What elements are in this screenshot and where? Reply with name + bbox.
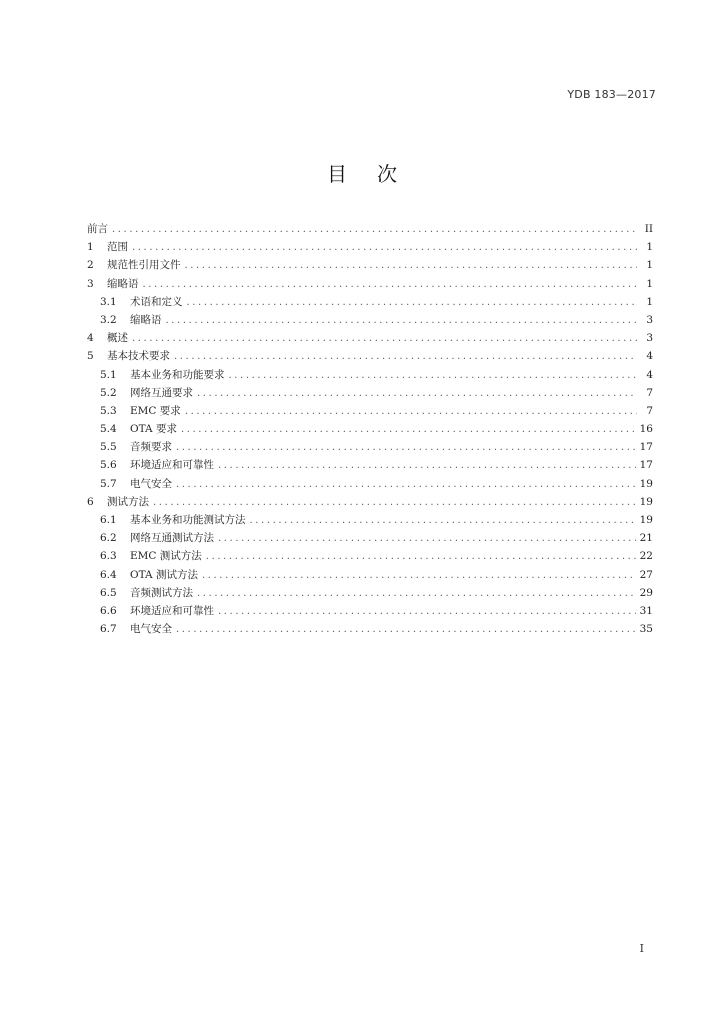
toc-entry[interactable] — [87, 275, 653, 293]
toc-dot-leader — [187, 294, 638, 312]
toc-entry-number: 6.2 — [100, 532, 117, 545]
toc-entry-page: 19 — [639, 477, 653, 490]
page-number: I — [639, 942, 644, 955]
toc-dot-leader — [250, 512, 636, 530]
toc-entry-title: 音频要求 — [130, 441, 172, 454]
toc-dot-leader — [197, 385, 637, 403]
toc-entry[interactable] — [87, 366, 653, 384]
toc-entry[interactable] — [87, 311, 653, 329]
toc-entry-number: 5.5 — [100, 441, 117, 454]
standard-code: YDB 183—2017 — [567, 88, 656, 101]
toc-entry-page: 7 — [646, 404, 653, 417]
toc-entry-number: 3 — [87, 277, 94, 290]
toc-entry-number: 4 — [87, 332, 94, 345]
toc-entry-title: 基本业务和功能要求 — [130, 368, 225, 381]
toc-dot-leader — [132, 239, 637, 257]
table-of-contents — [87, 220, 653, 638]
toc-entry-number: 6.6 — [100, 604, 117, 617]
toc-entry-number: 5.4 — [100, 423, 117, 436]
toc-dot-leader — [218, 457, 636, 475]
toc-entry-number: 6.7 — [100, 623, 117, 636]
toc-entry[interactable] — [87, 329, 653, 347]
toc-entry-number: 6 — [87, 495, 94, 508]
toc-entry-title: 环境适应和可靠性 — [130, 459, 214, 472]
toc-entry-number: 5.2 — [100, 386, 117, 399]
toc-entry[interactable] — [87, 456, 653, 474]
toc-entry[interactable] — [87, 566, 653, 584]
toc-entry-title: 缩略语 — [130, 313, 162, 326]
toc-dot-leader — [176, 621, 636, 639]
toc-entry-title: 范围 — [107, 241, 128, 254]
toc-entry[interactable] — [87, 511, 653, 529]
toc-entry[interactable] — [87, 529, 653, 547]
toc-entry[interactable] — [87, 220, 653, 238]
toc-entry-page: 3 — [646, 313, 653, 326]
toc-entry-page: 35 — [639, 623, 653, 636]
toc-entry[interactable] — [87, 347, 653, 365]
toc-entry-page: II — [644, 223, 653, 235]
toc-entry-title: EMC 要求 — [130, 404, 181, 417]
toc-dot-leader — [143, 276, 638, 294]
toc-entry-page: 17 — [639, 441, 653, 454]
toc-entry[interactable] — [87, 384, 653, 402]
toc-entry-title: 前言 — [87, 223, 108, 235]
toc-entry-number: 1 — [87, 241, 94, 254]
toc-entry[interactable] — [87, 584, 653, 602]
toc-dot-leader — [176, 439, 636, 457]
toc-entry[interactable] — [87, 256, 653, 274]
toc-entry-title: 测试方法 — [107, 495, 149, 508]
toc-entry[interactable] — [87, 547, 653, 565]
toc-entry-title: 网络互通测试方法 — [130, 532, 214, 545]
toc-entry-page: 21 — [639, 532, 653, 545]
toc-entry-number: 6.3 — [100, 550, 117, 563]
toc-dot-leader — [153, 494, 636, 512]
toc-dot-leader — [202, 567, 636, 585]
toc-dot-leader — [185, 257, 638, 275]
toc-entry[interactable] — [87, 420, 653, 438]
toc-entry-page: 4 — [646, 350, 653, 363]
toc-dot-leader — [229, 367, 638, 385]
toc-entry-page: 4 — [646, 368, 653, 381]
toc-dot-leader — [132, 330, 637, 348]
toc-entry-number: 6.4 — [100, 568, 117, 581]
toc-entry[interactable] — [87, 475, 653, 493]
toc-entry-page: 3 — [646, 332, 653, 345]
toc-entry[interactable] — [87, 402, 653, 420]
toc-entry-page: 19 — [639, 495, 653, 508]
toc-dot-leader — [197, 585, 636, 603]
toc-entry-page: 1 — [646, 295, 653, 308]
toc-entry-title: 概述 — [107, 332, 128, 345]
toc-dot-leader — [218, 603, 636, 621]
toc-entry-number: 2 — [87, 259, 94, 272]
toc-entry-number: 5 — [87, 350, 94, 363]
toc-entry[interactable] — [87, 620, 653, 638]
toc-dot-leader — [218, 530, 636, 548]
toc-entry-page: 17 — [639, 459, 653, 472]
toc-entry[interactable] — [87, 493, 653, 511]
toc-entry-number: 5.3 — [100, 404, 117, 417]
toc-entry-number: 3.1 — [100, 295, 117, 308]
toc-entry-title: OTA 测试方法 — [130, 568, 198, 581]
toc-entry-page: 1 — [646, 277, 653, 290]
toc-entry[interactable] — [87, 293, 653, 311]
toc-entry[interactable] — [87, 602, 653, 620]
toc-entry-number: 5.6 — [100, 459, 117, 472]
toc-entry-page: 19 — [639, 514, 653, 526]
toc-entry-page: 1 — [646, 241, 653, 254]
toc-entry-number: 5.7 — [100, 477, 117, 490]
toc-dot-leader — [185, 403, 637, 421]
page-title: 目次 — [327, 162, 427, 186]
toc-entry-page: 29 — [639, 586, 653, 599]
toc-entry-title: 电气安全 — [130, 623, 172, 636]
toc-entry-title: 缩略语 — [107, 277, 139, 290]
toc-entry-page: 7 — [646, 386, 653, 399]
toc-entry-page: 16 — [639, 423, 653, 436]
toc-entry-title: OTA 要求 — [130, 423, 177, 436]
toc-dot-leader — [206, 548, 636, 566]
toc-entry-page: 22 — [639, 550, 653, 563]
toc-entry[interactable] — [87, 438, 653, 456]
toc-entry-page: 31 — [639, 604, 653, 617]
toc-entry-title: 术语和定义 — [130, 295, 183, 308]
toc-entry-title: 网络互通要求 — [130, 386, 193, 399]
toc-entry-title: 规范性引用文件 — [107, 259, 181, 272]
toc-dot-leader — [176, 476, 636, 494]
toc-dot-leader — [174, 348, 637, 366]
toc-entry-title: 环境适应和可靠性 — [130, 604, 214, 617]
toc-entry-page: 1 — [646, 259, 653, 272]
toc-entry-number: 5.1 — [100, 368, 117, 381]
toc-entry-number: 3.2 — [100, 313, 117, 326]
toc-entry-page: 27 — [639, 568, 653, 581]
toc-entry-number: 6.5 — [100, 586, 117, 599]
toc-entry[interactable] — [87, 238, 653, 256]
toc-entry-title: 基本技术要求 — [107, 350, 170, 363]
toc-entry-title: 电气安全 — [130, 477, 172, 490]
toc-entry-title: 音频测试方法 — [130, 586, 193, 599]
toc-entry-title: 基本业务和功能测试方法 — [130, 514, 246, 526]
toc-dot-leader — [181, 421, 636, 439]
toc-entry-number: 6.1 — [100, 514, 117, 526]
toc-entry-title: EMC 测试方法 — [130, 550, 202, 563]
toc-dot-leader — [112, 221, 637, 239]
toc-dot-leader — [166, 312, 638, 330]
